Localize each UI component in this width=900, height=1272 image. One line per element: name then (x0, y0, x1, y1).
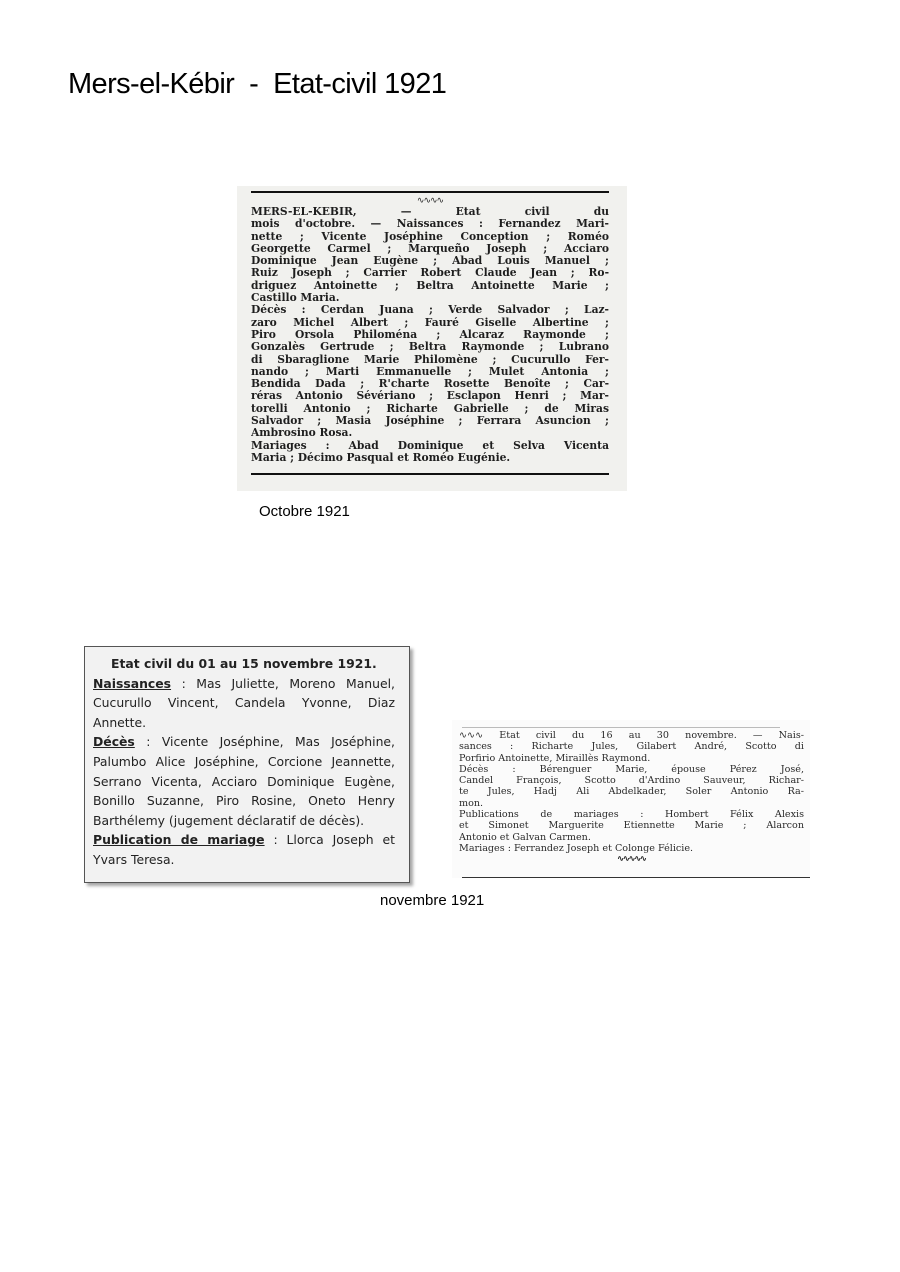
naissances-text: : Mas Juliette, Moreno Manuel, Cucurullo Vincent, Candela Yvonne, Diaz Annette. (93, 675, 395, 730)
clipping-line: nando ; Marti Emmanuelle ; Mulet Antonia ; (251, 365, 609, 378)
clipping-line: réras Antonio Sévériano ; Esclapon Henri ; Mar- (251, 390, 609, 403)
clipping-line: Mariages : Abad Dominique et Selva Vicenta (251, 439, 609, 452)
clipping-line: Décès : Cerdan Juana ; Verde Salvador ; Laz- (251, 304, 609, 317)
clipping-line: di Sbaraglione Marie Philomène ; Cucurullo Fer- (251, 353, 609, 366)
clipping-line: Publications de mariages : Hombert Félix Alexis (459, 809, 804, 821)
clipping-line: zaro Michel Albert ; Fauré Giselle Albertine ; (251, 316, 609, 329)
clipping-line: Georgette Carmel ; Marqueño Joseph ; Acciaro (251, 242, 609, 255)
page-title: Mers-el-Kébir - Etat-civil 1921 (68, 68, 447, 100)
naissances-paragraph (93, 674, 395, 733)
clipping-line: Salvador ; Masia Joséphine ; Ferrara Asuncion ; (251, 415, 609, 428)
clipping-line: Porfirio Antoinette, Miraillès Raymond. (459, 752, 651, 764)
naissances-label: Naissances (93, 675, 172, 691)
clipping-line: Bendida Dada ; R'charte Rosette Benoîte ; Car- (251, 378, 609, 391)
november-caption: novembre 1921 (380, 892, 485, 909)
deces-label: Décès (93, 734, 135, 750)
clipping-top-rule (251, 191, 609, 193)
deces-paragraph (93, 732, 395, 830)
clipping-line: Décès : Bérenguer Marie, épouse Pérez José, (459, 763, 804, 775)
ornament-icon: ∿∿∿∿ (416, 196, 444, 206)
clipping-line: Antonio et Galvan Carmen. (459, 831, 591, 843)
clipping-line: mois d'octobre. — Naissances : Fernandez Mari- (251, 218, 609, 231)
clipping-line: MERS-EL-KEBIR, — Etat civil du (251, 206, 609, 218)
publication-text: : Llorca Joseph et Yvars Teresa. (93, 832, 395, 867)
clipping-bottom-rule (462, 877, 810, 878)
clipping-top-rule (462, 727, 780, 728)
november-clip-text (459, 730, 804, 854)
ornament-icon: ∿∿∿∿∿ (617, 853, 646, 864)
clipping-line: sances : Richarte Jules, Gilabert André, Scotto di (459, 741, 804, 753)
november-clipping (452, 720, 810, 878)
clipping-line: Piro Orsola Philoména ; Alcaraz Raymonde ; (251, 328, 609, 341)
clipping-line: driguez Antoinette ; Beltra Antoinette Marie ; (251, 279, 609, 292)
clipping-line: Gonzalès Gertrude ; Beltra Raymonde ; Lubrano (251, 341, 609, 354)
clipping-line: Candel François, Scotto d'Ardino Sauveur, Richar- (459, 775, 804, 787)
clipping-line: ∿∿∿ Etat civil du 16 au 30 novembre. — Nais- (459, 730, 804, 741)
publication-label: Publication de mariage (93, 832, 265, 848)
november-transcription-box (84, 646, 410, 883)
clipping-line: Ruiz Joseph ; Carrier Robert Claude Jean ; Ro- (251, 267, 609, 280)
clipping-line: Dominique Jean Eugène ; Abad Louis Manuel ; (251, 255, 609, 268)
october-clipping (237, 186, 627, 491)
clipping-line: Castillo Maria. (251, 292, 340, 305)
october-text (251, 206, 609, 464)
clipping-line: te Jules, Hadj Ali Abdelkader, Soler Antonio Ra- (459, 786, 804, 798)
clipping-line: Mariages : Ferrandez Joseph et Colonge Félicie. (459, 842, 694, 854)
publication-paragraph (93, 830, 395, 869)
clipping-line: mon. (459, 797, 484, 809)
clipping-line: Maria ; Décimo Pasqual et Roméo Eugénie. (251, 451, 511, 464)
clipping-bottom-rule (251, 473, 609, 475)
october-caption: Octobre 1921 (259, 503, 350, 520)
clipping-line: nette ; Vicente Joséphine Conception ; Roméo (251, 230, 609, 243)
clipping-line: et Simonet Marguerite Etiennette Marie ; Alarcon (459, 820, 804, 832)
november-heading: Etat civil du 01 au 15 novembre 1921. (111, 656, 377, 671)
clipping-line: Ambrosino Rosa. (251, 427, 353, 440)
clipping-line: torelli Antonio ; Richarte Gabrielle ; de Miras (251, 402, 609, 415)
deces-text: : Vicente Joséphine, Mas Joséphine, Palumbo Alice Joséphine, Corcione Jeannette, Serrano Vicenta, Acciaro Dominique Eugène, Bonillo Suzanne, Piro Rosine, Oneto Henry Barthélemy (jugement déclaratif de décès). (93, 734, 395, 828)
